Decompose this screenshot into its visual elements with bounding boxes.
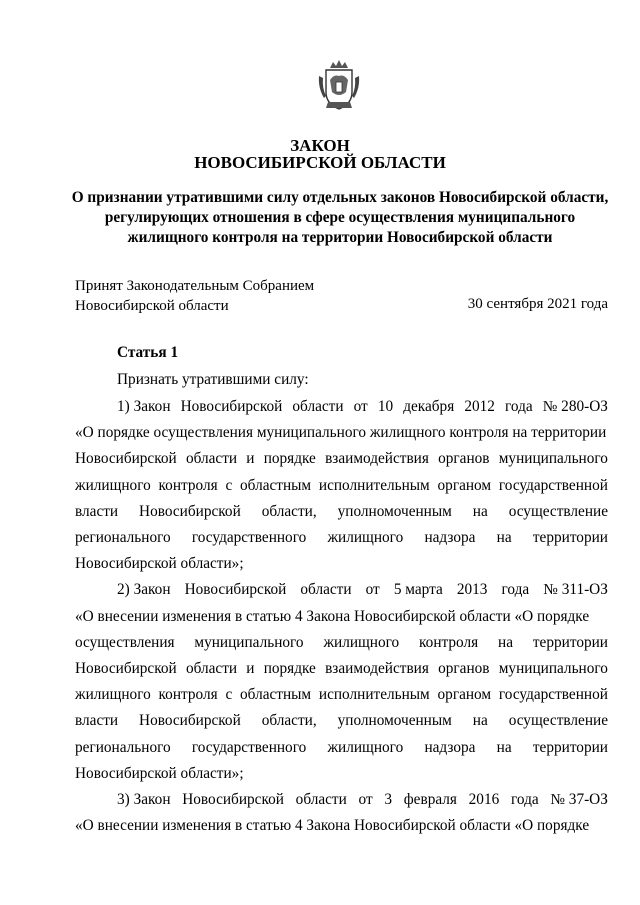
line-word: контроля: [158, 686, 218, 704]
line-word: порядке: [263, 450, 316, 468]
line-word: области: [185, 450, 238, 468]
line-word: «О внесении изменения в статью 4 Закона Новосибирской области «О порядке: [75, 817, 590, 835]
line-word: области,: [261, 502, 317, 520]
article-line: [75, 607, 608, 627]
line-word: исполнительным: [318, 686, 430, 704]
line-word: февраля: [403, 791, 457, 808]
line-word: территории: [532, 529, 608, 546]
line-word: года: [501, 581, 530, 599]
law-title: ЗАКОН: [290, 136, 350, 155]
line-word: от: [358, 791, 373, 808]
line-word: области,: [261, 712, 317, 730]
line-word: областным: [240, 476, 312, 494]
line-word: № 37-ОЗ: [550, 791, 608, 808]
line-word: и: [246, 450, 255, 468]
line-word: жилищного: [323, 633, 400, 651]
adoption-note: [75, 276, 314, 316]
article-intro: Признать утратившими силу:: [117, 371, 309, 388]
line-word: от: [365, 581, 380, 599]
line-word: Новосибирской: [182, 791, 284, 808]
line-word: на: [496, 738, 512, 756]
line-word: регионального: [75, 529, 171, 546]
subtitle-line: регулирующих отношения в сфере осуществления муниципального: [104, 209, 576, 226]
line-word: Новосибирской области»;: [75, 555, 244, 573]
line-word: власти: [75, 502, 119, 520]
line-word: декабря: [403, 398, 455, 415]
line-word: государственного: [191, 738, 307, 756]
line-word: № 311-ОЗ: [543, 581, 608, 599]
line-word: государственной: [498, 476, 608, 494]
line-word: взаимодействия: [325, 660, 429, 677]
novosibirsk-coat-of-arms-icon: [316, 58, 362, 112]
article-line: [117, 397, 608, 417]
article-line: [75, 502, 608, 522]
line-word: и: [246, 660, 255, 677]
line-word: взаимодействия: [325, 450, 429, 468]
line-word: жилищного: [75, 476, 151, 494]
line-word: Новосибирской: [75, 660, 177, 677]
line-word: жилищного: [75, 686, 151, 704]
line-word: года: [510, 791, 539, 808]
line-word: контроля: [158, 476, 218, 494]
line-word: с: [225, 686, 233, 704]
line-word: государственного: [191, 529, 307, 546]
adoption-line: Принят Законодательным Собранием: [75, 278, 315, 294]
line-word: от: [353, 398, 368, 415]
line-word: 2016: [468, 791, 500, 808]
line-word: органов: [438, 660, 490, 677]
line-word: порядке: [263, 660, 316, 677]
line-word: Новосибирской: [184, 581, 287, 599]
article-line: [75, 659, 608, 679]
article-line: [75, 738, 608, 758]
line-word: Новосибирской области»;: [75, 764, 244, 782]
line-word: жилищного: [327, 738, 404, 756]
line-word: муниципального: [498, 450, 608, 468]
line-word: уполномоченным: [337, 712, 452, 730]
line-word: области: [185, 660, 238, 677]
line-word: областным: [240, 686, 312, 704]
line-word: Новосибирской: [139, 712, 241, 730]
line-word: на: [496, 529, 512, 546]
article-heading: Статья 1: [117, 344, 179, 361]
line-word: на: [498, 633, 514, 651]
line-word: области: [295, 791, 347, 808]
line-word: Новосибирской: [75, 450, 177, 468]
line-word: органом: [437, 686, 492, 704]
line-word: с: [225, 476, 233, 494]
line-word: власти: [75, 712, 119, 730]
article-line: [75, 449, 608, 469]
article-line: [75, 554, 608, 574]
law-subtitle: [40, 188, 640, 248]
article-line: [75, 685, 608, 705]
line-word: 3: [384, 791, 393, 808]
line-word: уполномоченным: [337, 502, 452, 520]
line-word: органом: [437, 476, 492, 494]
article-line: [75, 633, 608, 653]
subtitle-line: О признании утратившими силу отдельных законов Новосибирской области,: [71, 189, 609, 206]
subtitle-line: жилищного контроля на территории Новосибирской области: [127, 229, 553, 246]
line-word: Новосибирской: [180, 398, 283, 415]
line-word: регионального: [75, 738, 171, 756]
line-word: Новосибирской: [139, 502, 241, 520]
article-line: [75, 711, 608, 731]
line-word: 10: [377, 398, 394, 415]
line-word: № 280-ОЗ: [542, 398, 608, 415]
article-line: [117, 580, 608, 600]
line-word: осуществление: [508, 712, 608, 730]
line-word: муниципального: [194, 633, 304, 651]
line-word: «О внесении изменения в статью 4 Закона Новосибирской области «О порядке: [75, 607, 590, 625]
line-word: 2013: [456, 581, 488, 599]
line-word: осуществление: [508, 502, 608, 520]
article-line: [117, 790, 608, 810]
line-word: территории: [532, 633, 608, 651]
line-word: жилищного: [327, 529, 404, 546]
adoption-line: Новосибирской области: [75, 298, 229, 314]
line-word: на: [472, 712, 488, 730]
article-line: [75, 528, 608, 548]
line-word: области: [300, 581, 352, 599]
line-word: 2) Закон: [117, 581, 171, 599]
line-word: контроля: [419, 633, 479, 651]
law-region-title: НОВОСИБИРСКОЙ ОБЛАСТИ: [194, 153, 446, 172]
line-word: на: [472, 502, 488, 520]
line-word: исполнительным: [318, 476, 430, 494]
adoption-date: 30 сентября 2021 года: [467, 296, 608, 312]
line-word: надзора: [424, 738, 476, 756]
article-line: [75, 816, 608, 836]
article-line: [75, 423, 608, 443]
line-word: муниципального: [498, 660, 608, 677]
line-word: области: [292, 398, 344, 415]
article-line: [75, 476, 608, 496]
line-word: государственной: [498, 686, 608, 704]
line-word: территории: [532, 738, 608, 756]
line-word: 1) Закон: [117, 398, 171, 415]
line-word: органов: [438, 450, 490, 468]
article-line: [75, 764, 608, 784]
line-word: надзора: [424, 529, 476, 546]
line-word: 2012: [464, 398, 495, 415]
line-word: «О порядке осуществления муниципального жилищного контроля на территории: [75, 424, 607, 442]
line-word: осуществления: [75, 633, 175, 651]
line-word: 5 марта: [393, 581, 443, 599]
line-word: 3) Закон: [117, 791, 171, 808]
line-word: года: [504, 398, 533, 415]
